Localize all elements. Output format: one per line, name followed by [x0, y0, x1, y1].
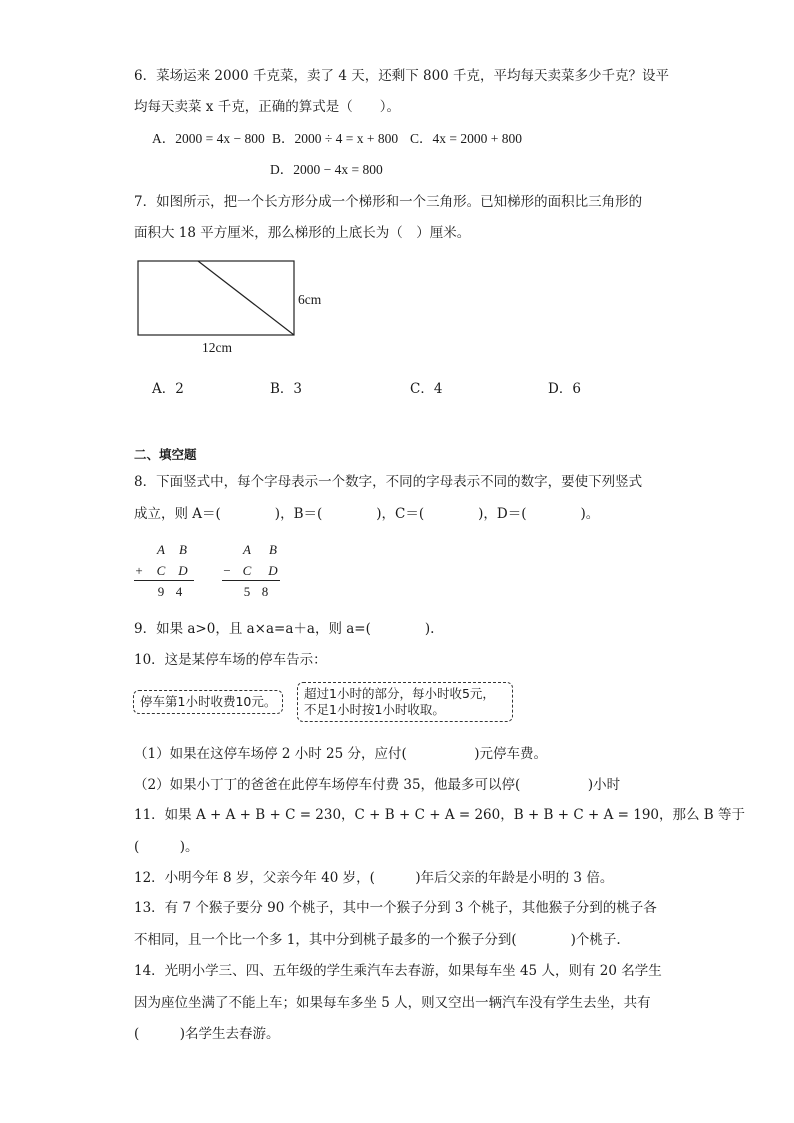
parking-notice-2-line2: 不足1小时按1小时收取。	[304, 702, 445, 717]
sub-top-b: B	[269, 542, 277, 557]
add-mid-d: D	[178, 563, 188, 578]
q6-line1: 6．菜场运来 2000 千克菜，卖了 4 天，还剩下 800 千克，平均每天卖菜多少千克？设平	[134, 68, 670, 84]
q7-option-d: D．6	[548, 381, 581, 397]
add-top-a: A	[157, 542, 165, 557]
diagonal-line	[198, 261, 294, 335]
section-title: 二、填空题	[134, 447, 197, 462]
q14-line2: 因为座位坐满了不能上车；如果每车多坐 5 人，则又空出一辆汽车没有学生去坐，共有	[134, 995, 651, 1011]
q11-line2: ( )。	[134, 839, 199, 855]
q8-line1: 8．下面竖式中，每个字母表示一个数字，不同的字母表示不同的数字，要使下列竖式	[134, 474, 643, 490]
sub-rule	[222, 580, 280, 581]
q7-line1: 7．如图所示，把一个长方形分成一个梯形和一个三角形。已知梯形的面积比三角形的	[134, 194, 643, 210]
q8-line2: 成立，则 A＝( )，B＝( )，C＝( )，D＝( )。	[134, 506, 600, 522]
vertical-addition	[134, 542, 204, 602]
vertical-subtraction	[222, 542, 292, 602]
q6-line2: 均每天卖菜 x 千克，正确的算式是（ ）。	[134, 99, 400, 115]
sub-result-1: 5	[243, 584, 251, 599]
q11-line1: 11．如果 A + A + B + C = 230，C + B + C + A = 260，B + B + C + A = 190，那么 B 等于	[134, 807, 745, 823]
sub-result-2: 8	[261, 584, 269, 599]
q10-sub1: （1）如果在这停车场停 2 小时 25 分，应付( )元停车费。	[134, 746, 548, 762]
parking-notice-1	[133, 690, 283, 714]
add-result-1: 9	[157, 584, 165, 599]
add-operator: +	[135, 563, 143, 578]
q10-sub2: （2）如果小丁丁的爸爸在此停车场停车付费 35，他最多可以停( )小时	[134, 777, 621, 793]
rectangle-outline	[138, 261, 294, 335]
add-top-b: B	[179, 542, 187, 557]
parking-notice-1-text: 停车第1小时收费10元。	[140, 694, 277, 709]
add-rule	[134, 580, 194, 581]
add-result-2: 4	[175, 584, 183, 599]
add-mid-c: C	[156, 563, 166, 578]
q13-line1: 13．有 7 个猴子要分 90 个桃子，其中一个猴子分到 3 个桃子，其他猴子分到的桃子各	[134, 900, 657, 916]
q9-text: 9．如果 a>0，且 a×a=a＋a，则 a=( ).	[134, 621, 435, 637]
sub-operator: −	[223, 563, 231, 578]
q14-line3: ( )名学生去春游。	[134, 1026, 280, 1042]
figure-width-label: 12cm	[202, 340, 232, 355]
parking-notice-2-line1: 超过1小时的部分，每小时收5元，	[304, 686, 495, 701]
q10-intro: 10．这是某停车场的停车告示：	[134, 652, 327, 668]
q6-option-b: B．2000 ÷ 4 = x + 800	[272, 131, 399, 146]
sub-top-a: A	[243, 542, 251, 557]
parking-notice-2	[297, 682, 513, 722]
q13-line2: 不相同，且一个比一个多 1，其中分到桃子最多的一个猴子分到( )个桃子.	[134, 932, 621, 948]
q7-option-a: A．2	[152, 381, 184, 397]
q7-line2: 面积大 18 平方厘米，那么梯形的上底长为（ ）厘米。	[134, 225, 471, 241]
q6-option-c: C．4x = 2000 + 800	[410, 131, 522, 146]
q6-option-d: D．2000 − 4x = 800	[270, 162, 383, 177]
q14-line1: 14．光明小学三、四、五年级的学生乘汽车去春游，如果每车坐 45 人，则有 20 名学生	[134, 963, 662, 979]
figure-height-label: 6cm	[298, 292, 322, 307]
sub-mid-c: C	[242, 563, 252, 578]
q6-option-a: A．2000 = 4x − 800	[152, 131, 265, 146]
sub-mid-d: D	[268, 563, 278, 578]
q7-option-c: C．4	[410, 381, 443, 397]
q7-option-b: B．3	[270, 381, 303, 397]
q12-text: 12．小明今年 8 岁，父亲今年 40 岁，( )年后父亲的年龄是小明的 3 倍。	[134, 870, 614, 886]
